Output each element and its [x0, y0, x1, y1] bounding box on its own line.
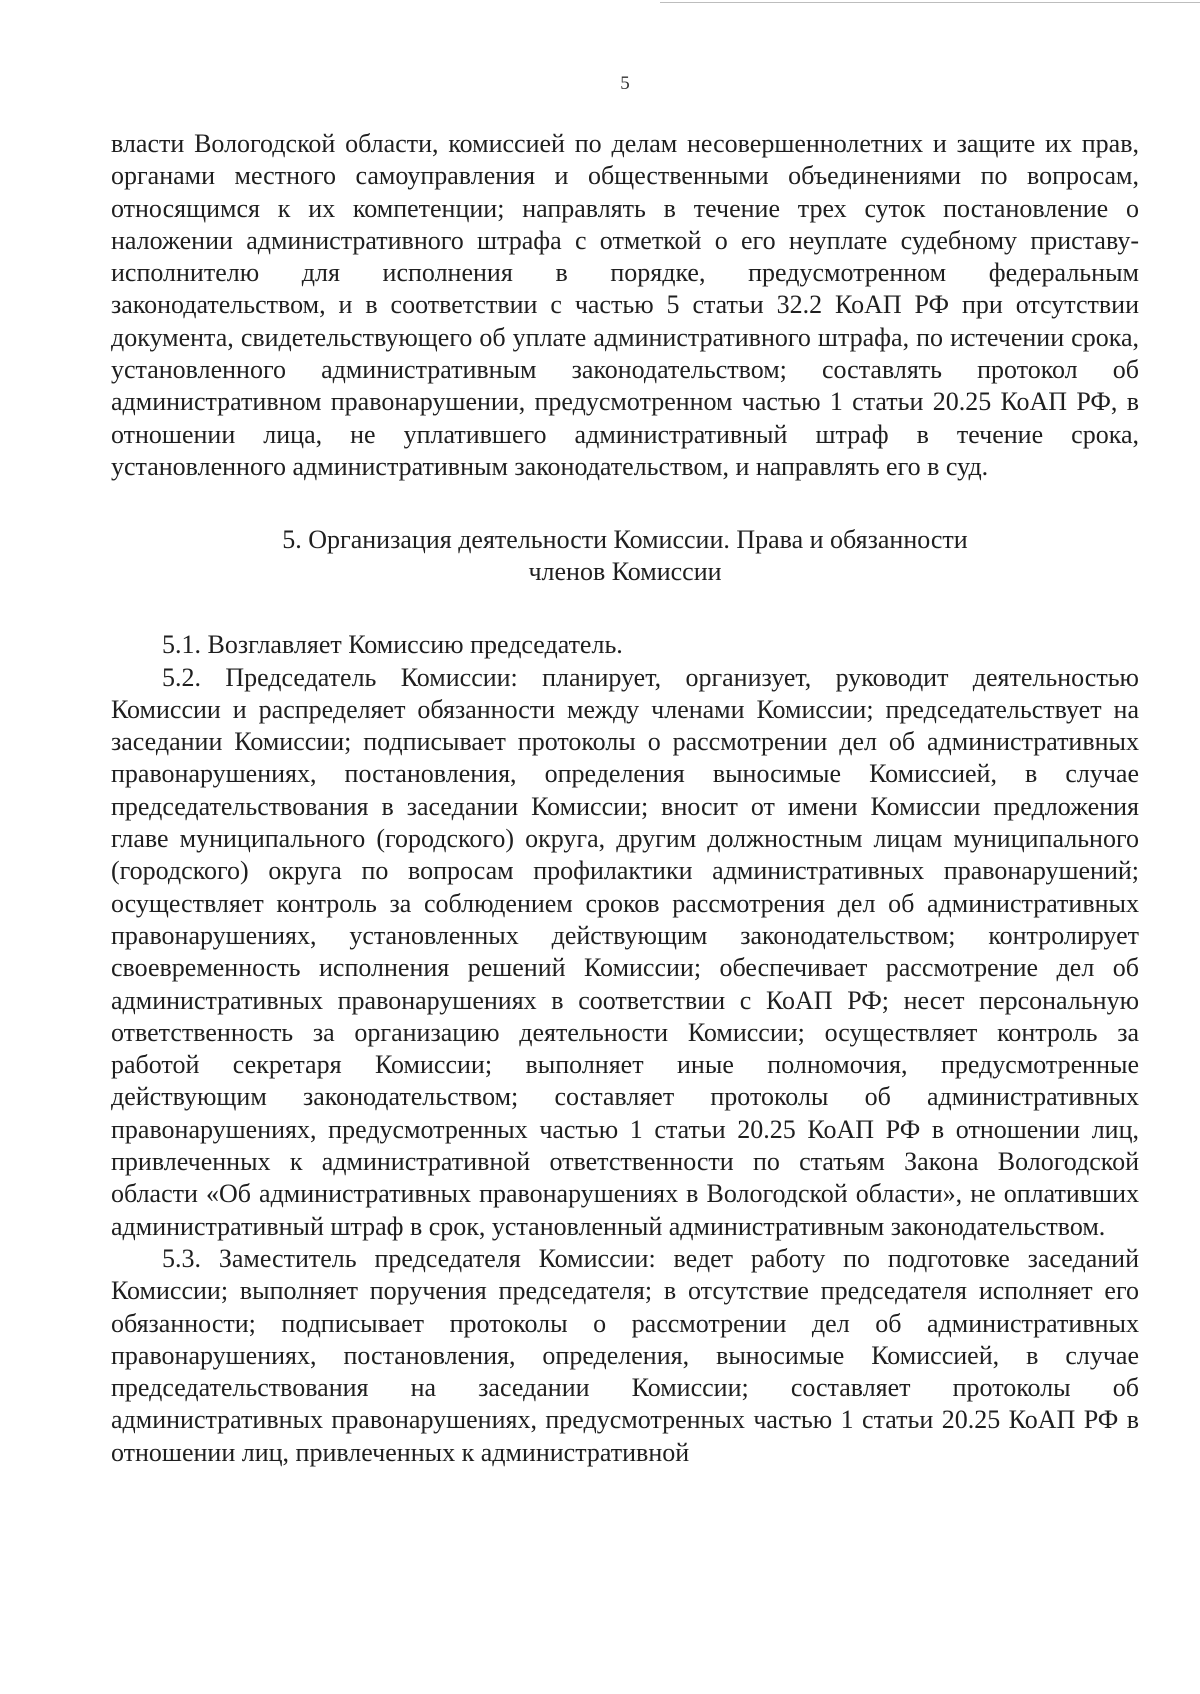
clause-5-3: 5.3. Заместитель председателя Комиссии: ведет работу по подготовке заседаний Комиссии; выполняет поручения председателя; в отсутствие председателя исполняет его обязанности; подписывает протоколы о рассмотрении дел об административных правонарушениях, постановления, определения, выносимые Комиссией, в случае председательствования на заседании Комиссии; составляет протоколы об административных правонарушениях, предусмотренных частью 1 статьи 20.25 КоАП РФ в отношении лиц, привлеченных к административной [111, 1243, 1139, 1467]
scan-edge-line [660, 2, 1200, 3]
document-body [111, 128, 1139, 1469]
section-heading [111, 524, 1139, 588]
page-number: 5 [620, 73, 630, 94]
clause-5-1: 5.1. Возглавляет Комиссию председатель. [162, 630, 623, 660]
intro-paragraph: власти Вологодской области, комиссией по делам несовершеннолетних и защите их прав, органами местного самоуправления и общественными объединениями по вопросам, относящимся к их компетенции; направлять в течение трех суток постановление о наложении административного штрафа с отметкой о его неуплате судебному приставу-исполнителю для исполнения в порядке, предусмотренном федеральным законодательством, и в соответствии с частью 5 статьи 32.2 КоАП РФ при отсутствии документа, свидетельствующего об уплате административного штрафа, по истечении срока, установленного административным законодательством; составлять протокол об административном правонарушении, предусмотренном частью 1 статьи 20.25 КоАП РФ, в отношении лица, не уплатившего административный штраф в течение срока, установленного административным законодательством, и направлять его в суд. [111, 129, 1139, 481]
section-heading-line-1: 5. Организация деятельности Комиссии. Права и обязанности [282, 525, 968, 555]
clause-5-2: 5.2. Председатель Комиссии: планирует, организует, руководит деятельностью Комиссии и распределяет обязанности между членами Комиссии; председательствует на заседании Комиссии; подписывает протоколы о рассмотрении дел об административных правонарушениях, постановления, определения выносимые Комиссией, в случае председательствования в заседании Комиссии; вносит от имени Комиссии предложения главе муниципального (городского) округа, другим должностным лицам муниципального (городского) округа по вопросам профилактики административных правонарушений; осуществляет контроль за соблюдением сроков рассмотрения дел об административных правонарушениях, установленных действующим законодательством; контролирует своевременность исполнения решений Комиссии; обеспечивает рассмотрение дел об административных правонарушениях в соответствии с КоАП РФ; несет персональную ответственность за организацию деятельности Комиссии; осуществляет контроль за работой секретаря Комиссии; выполняет иные полномочия, предусмотренные действующим законодательством; составляет протоколы об административных правонарушениях, предусмотренных частью 1 статьи 20.25 КоАП РФ в отношении лиц, привлеченных к административной ответственности по статьям Закона Вологодской области «Об административных правонарушениях в Вологодской области», не оплативших административный штраф в срок, установленный административным законодательством. [111, 662, 1139, 1241]
section-heading-line-2: членов Комиссии [528, 557, 722, 587]
